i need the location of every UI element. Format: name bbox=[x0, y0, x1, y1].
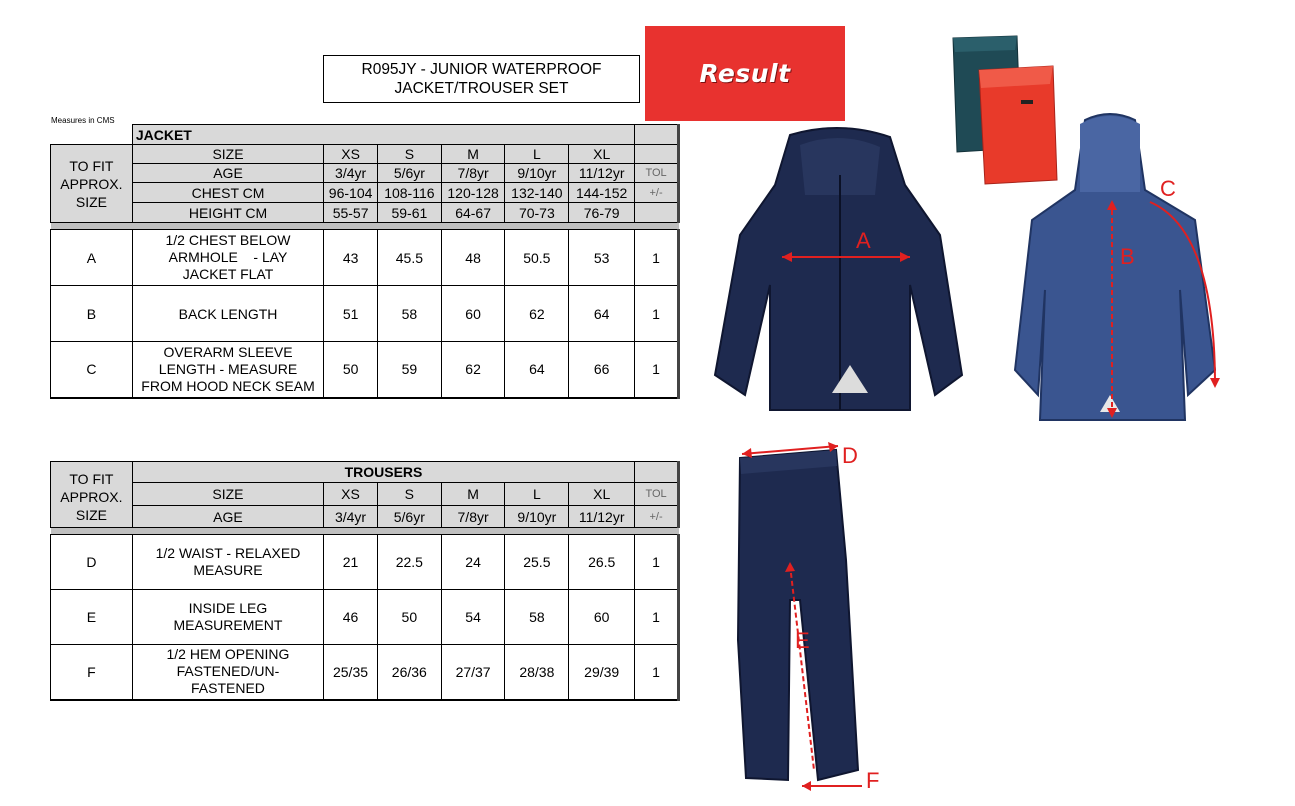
age-label: AGE bbox=[132, 164, 323, 183]
value-cell: 62 bbox=[441, 342, 505, 398]
value-cell: 60 bbox=[441, 286, 505, 342]
value-cell: 27/37 bbox=[441, 645, 505, 700]
jacket-front-image bbox=[700, 125, 980, 420]
value-cell: 26.5 bbox=[569, 535, 635, 590]
label-d: D bbox=[842, 443, 858, 468]
size-cell: XS bbox=[324, 483, 378, 506]
label-f: F bbox=[866, 768, 880, 793]
value-cell: 29/39 bbox=[569, 645, 635, 700]
table-row bbox=[51, 286, 679, 342]
value-cell: 21 bbox=[324, 535, 378, 590]
tol-cell: 1 bbox=[635, 645, 679, 700]
value-cell: 26/36 bbox=[377, 645, 441, 700]
value-cell: 25.5 bbox=[505, 535, 569, 590]
label-e: E bbox=[795, 628, 810, 653]
table-separator bbox=[51, 223, 679, 230]
tol-cell: +/- bbox=[635, 183, 679, 203]
size-cell: XL bbox=[569, 145, 635, 164]
size-cell: S bbox=[378, 145, 442, 164]
table-separator bbox=[51, 528, 679, 535]
value-cell: 50.5 bbox=[505, 230, 569, 286]
value-cell: 45.5 bbox=[378, 230, 442, 286]
measure-desc: BACK LENGTH bbox=[132, 286, 323, 342]
trousers-size-table bbox=[50, 461, 680, 701]
label-a: A bbox=[856, 228, 871, 253]
logo-text: Result bbox=[699, 59, 791, 88]
size-label: SIZE bbox=[132, 483, 323, 506]
value-cell: 43 bbox=[324, 230, 378, 286]
trousers-image bbox=[718, 440, 888, 800]
tol-cell: 1 bbox=[635, 286, 679, 342]
tol-header bbox=[635, 125, 679, 145]
document-title bbox=[323, 55, 640, 103]
measure-desc: INSIDE LEG MEASUREMENT bbox=[132, 590, 323, 645]
tol-cell: 1 bbox=[635, 535, 679, 590]
title-line-1: R095JY - JUNIOR WATERPROOF bbox=[361, 61, 602, 78]
value-cell: 62 bbox=[505, 286, 569, 342]
age-cell: 5/6yr bbox=[377, 506, 441, 528]
age-cell: 9/10yr bbox=[505, 506, 569, 528]
value-cell: 59 bbox=[378, 342, 442, 398]
value-cell: 66 bbox=[569, 342, 635, 398]
age-cell: 9/10yr bbox=[505, 164, 569, 183]
fit-label: TO FIT APPROX. SIZE bbox=[51, 462, 133, 528]
value-cell: 28/38 bbox=[505, 645, 569, 700]
age-label: AGE bbox=[132, 506, 323, 528]
size-label: SIZE bbox=[132, 145, 323, 164]
value-cell: 58 bbox=[505, 590, 569, 645]
value-cell: 25/35 bbox=[324, 645, 378, 700]
value-cell: 64 bbox=[569, 286, 635, 342]
units-note: Measures in CMS bbox=[51, 116, 115, 125]
jacket-size-table bbox=[50, 124, 680, 399]
value-cell: 64 bbox=[505, 342, 569, 398]
age-cell: 11/12yr bbox=[569, 506, 635, 528]
size-cell: S bbox=[377, 483, 441, 506]
result-logo bbox=[645, 26, 845, 121]
age-cell: 7/8yr bbox=[441, 506, 505, 528]
label-b: B bbox=[1120, 244, 1135, 269]
age-cell: 7/8yr bbox=[441, 164, 505, 183]
height-cell: 76-79 bbox=[569, 203, 635, 223]
height-cell: 64-67 bbox=[441, 203, 505, 223]
value-cell: 54 bbox=[441, 590, 505, 645]
chest-cell: 144-152 bbox=[569, 183, 635, 203]
tol-cell: 1 bbox=[635, 342, 679, 398]
measure-code: F bbox=[51, 645, 133, 700]
age-cell: 5/6yr bbox=[378, 164, 442, 183]
age-cell: 11/12yr bbox=[569, 164, 635, 183]
measure-code: C bbox=[51, 342, 133, 398]
chest-label: CHEST CM bbox=[132, 183, 323, 203]
value-cell: 58 bbox=[378, 286, 442, 342]
tol-cell: TOL bbox=[635, 483, 679, 506]
measure-code: A bbox=[51, 230, 133, 286]
age-cell: 3/4yr bbox=[324, 164, 378, 183]
tol-cell: TOL bbox=[635, 164, 679, 183]
table-row bbox=[51, 645, 679, 700]
value-cell: 51 bbox=[324, 286, 378, 342]
measure-code: B bbox=[51, 286, 133, 342]
height-cell: 70-73 bbox=[505, 203, 569, 223]
tol-cell: 1 bbox=[635, 230, 679, 286]
measure-code: E bbox=[51, 590, 133, 645]
measure-desc: 1/2 WAIST - RELAXED MEASURE bbox=[132, 535, 323, 590]
jacket-section-label: JACKET bbox=[132, 125, 634, 145]
tol-cell bbox=[635, 145, 679, 164]
value-cell: 53 bbox=[569, 230, 635, 286]
tol-header bbox=[635, 462, 679, 483]
chest-cell: 96-104 bbox=[324, 183, 378, 203]
value-cell: 50 bbox=[377, 590, 441, 645]
value-cell: 24 bbox=[441, 535, 505, 590]
height-cell: 59-61 bbox=[378, 203, 442, 223]
size-cell: L bbox=[505, 145, 569, 164]
measure-code: D bbox=[51, 535, 133, 590]
measure-desc: 1/2 CHEST BELOW ARMHOLE - LAY JACKET FLAT bbox=[132, 230, 323, 286]
size-cell: M bbox=[441, 145, 505, 164]
jacket-back-image bbox=[1010, 110, 1240, 430]
size-cell: XS bbox=[324, 145, 378, 164]
value-cell: 46 bbox=[324, 590, 378, 645]
chest-cell: 132-140 bbox=[505, 183, 569, 203]
height-cell: 55-57 bbox=[324, 203, 378, 223]
table-row bbox=[51, 342, 679, 398]
chest-cell: 120-128 bbox=[441, 183, 505, 203]
size-cell: L bbox=[505, 483, 569, 506]
tol-cell bbox=[635, 203, 679, 223]
tol-cell: +/- bbox=[635, 506, 679, 528]
measure-desc: OVERARM SLEEVE LENGTH - MEASURE FROM HOOD NECK SEAM bbox=[132, 342, 323, 398]
size-cell: XL bbox=[569, 483, 635, 506]
chest-cell: 108-116 bbox=[378, 183, 442, 203]
height-label: HEIGHT CM bbox=[132, 203, 323, 223]
age-cell: 3/4yr bbox=[324, 506, 378, 528]
value-cell: 22.5 bbox=[377, 535, 441, 590]
tol-cell: 1 bbox=[635, 590, 679, 645]
title-line-2: JACKET/TROUSER SET bbox=[394, 80, 569, 97]
size-cell: M bbox=[441, 483, 505, 506]
value-cell: 48 bbox=[441, 230, 505, 286]
table-row bbox=[51, 590, 679, 645]
trousers-section-label: TROUSERS bbox=[132, 462, 634, 483]
table-row bbox=[51, 535, 679, 590]
value-cell: 60 bbox=[569, 590, 635, 645]
table-row bbox=[51, 230, 679, 286]
value-cell: 50 bbox=[324, 342, 378, 398]
measure-desc: 1/2 HEM OPENING FASTENED/UN- FASTENED bbox=[132, 645, 323, 700]
fit-label: TO FIT APPROX. SIZE bbox=[51, 145, 133, 223]
label-c: C bbox=[1160, 176, 1176, 201]
